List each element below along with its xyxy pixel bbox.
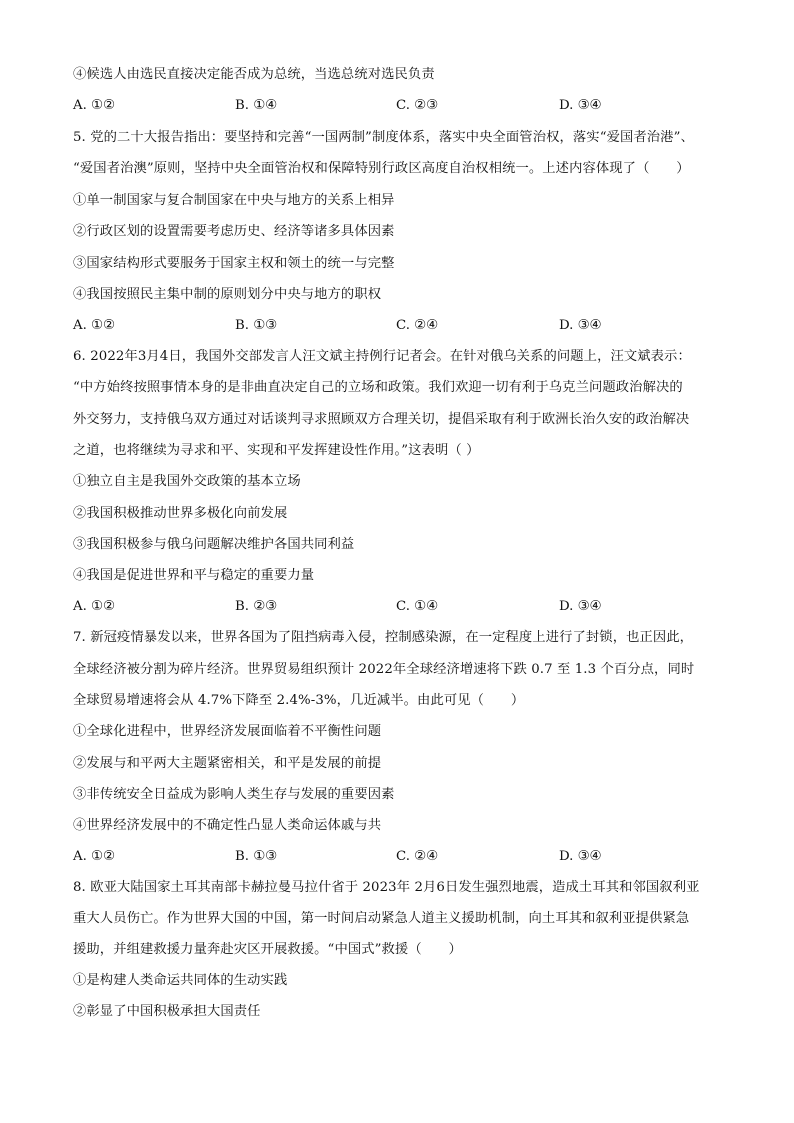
question-7-text: 全球贸易增速将会从 4.7%下降至 2.4%-3%，几近减半。由此可见（ ） — [73, 693, 525, 708]
question-5-text: 5. 党的二十大报告指出：要坚持和完善“一国两制”制度体系，落实中央全面管治权，落实“爱国者治港”、 — [73, 130, 694, 145]
answer-choices-q4 — [73, 96, 753, 116]
question-6-text: 6. 2022年3月4日，我国外交部发言人汪文斌主持例行记者会。在针对俄乌关系的问题上，汪文斌表示： — [73, 349, 691, 364]
choice-a: A. ①② — [73, 318, 115, 333]
option-statement: ②我国积极推动世界多极化向前发展 — [73, 506, 288, 521]
option-statement: ②发展与和平两大主题紧密相关，和平是发展的前提 — [73, 756, 382, 771]
option-statement: ③我国积极参与俄乌问题解决维护各国共同利益 — [73, 537, 355, 552]
answer-choices-q6 — [73, 597, 753, 617]
question-6-text: 外交努力，支持俄乌双方通过对话谈判寻求照顾双方合理关切，提倡采取有利于欧洲长治久安的政治解决 — [73, 412, 690, 427]
question-6-text: 之道，也将继续为寻求和平、实现和平发挥建设性作用。”这表明（ ） — [73, 443, 480, 458]
choice-a: A. ①② — [73, 849, 115, 864]
option-statement: ②行政区划的设置需要考虑历史、经济等诸多具体因素 — [73, 224, 395, 239]
choice-d: D. ③④ — [559, 849, 602, 864]
question-7-text: 7. 新冠疫情暴发以来，世界各国为了阻挡病毒入侵，控制感染源，在一定程度上进行了封锁，也正因此， — [73, 630, 694, 645]
choice-b: B. ①④ — [235, 98, 278, 113]
option-statement: ①独立自主是我国外交政策的基本立场 — [73, 474, 301, 489]
choice-c: C. ①④ — [396, 599, 438, 614]
question-5-text: “爱国者治澳”原则，坚持中央全面管治权和保障特别行政区高度自治权相统一。上述内容体现了（ ） — [73, 161, 690, 176]
answer-choices-q7 — [73, 847, 753, 867]
choice-c: C. ②④ — [396, 318, 438, 333]
option-statement: ④候选人由选民直接决定能否成为总统，当选总统对选民负责 — [73, 67, 435, 82]
choice-d: D. ③④ — [559, 98, 602, 113]
choice-a: A. ①② — [73, 98, 115, 113]
question-8-text: 重大人员伤亡。作为世界大国的中国，第一时间启动紧急人道主义援助机制，向土耳其和叙利亚提供紧急 — [73, 911, 690, 926]
question-8-text: 援助，并组建救援力量奔赴灾区开展救援。“中国式”救援（ ） — [73, 942, 462, 957]
question-8-text: 8. 欧亚大陆国家土耳其南部卡赫拉曼马拉什省于 2023年 2月6日发生强烈地震，造成土耳其和邻国叙利亚 — [73, 880, 700, 895]
option-statement: ①单一制国家与复合制国家在中央与地方的关系上相异 — [73, 193, 395, 208]
choice-b: B. ①③ — [235, 849, 278, 864]
question-6-text: “中方始终按照事情本身的是非曲直决定自己的立场和政策。我们欢迎一切有利于乌克兰问题政治解决的 — [73, 380, 683, 395]
question-7-text: 全球经济被分割为碎片经济。世界贸易组织预计 2022年全球经济增速将下跌 0.7 至 1.3 个百分点，同时 — [73, 662, 695, 677]
option-statement: ④世界经济发展中的不确定性凸显人类命运体戚与共 — [73, 818, 382, 833]
option-statement: ④我国按照民主集中制的原则划分中央与地方的职权 — [73, 287, 382, 302]
option-statement: ③国家结构形式要服务于国家主权和领土的统一与完整 — [73, 256, 395, 271]
option-statement: ③非传统安全日益成为影响人类生存与发展的重要因素 — [73, 787, 395, 802]
choice-a: A. ①② — [73, 599, 115, 614]
choice-b: B. ②③ — [235, 599, 278, 614]
option-statement: ①全球化进程中，世界经济发展面临着不平衡性问题 — [73, 724, 382, 739]
option-statement: ①是构建人类命运共同体的生动实践 — [73, 973, 288, 988]
choice-c: C. ②④ — [396, 849, 438, 864]
choice-d: D. ③④ — [559, 599, 602, 614]
choice-c: C. ②③ — [396, 98, 438, 113]
option-statement: ④我国是促进世界和平与稳定的重要力量 — [73, 568, 315, 583]
option-statement: ②彰显了中国积极承担大国责任 — [73, 1004, 261, 1019]
choice-d: D. ③④ — [559, 318, 602, 333]
choice-b: B. ①③ — [235, 318, 278, 333]
answer-choices-q5 — [73, 316, 753, 336]
